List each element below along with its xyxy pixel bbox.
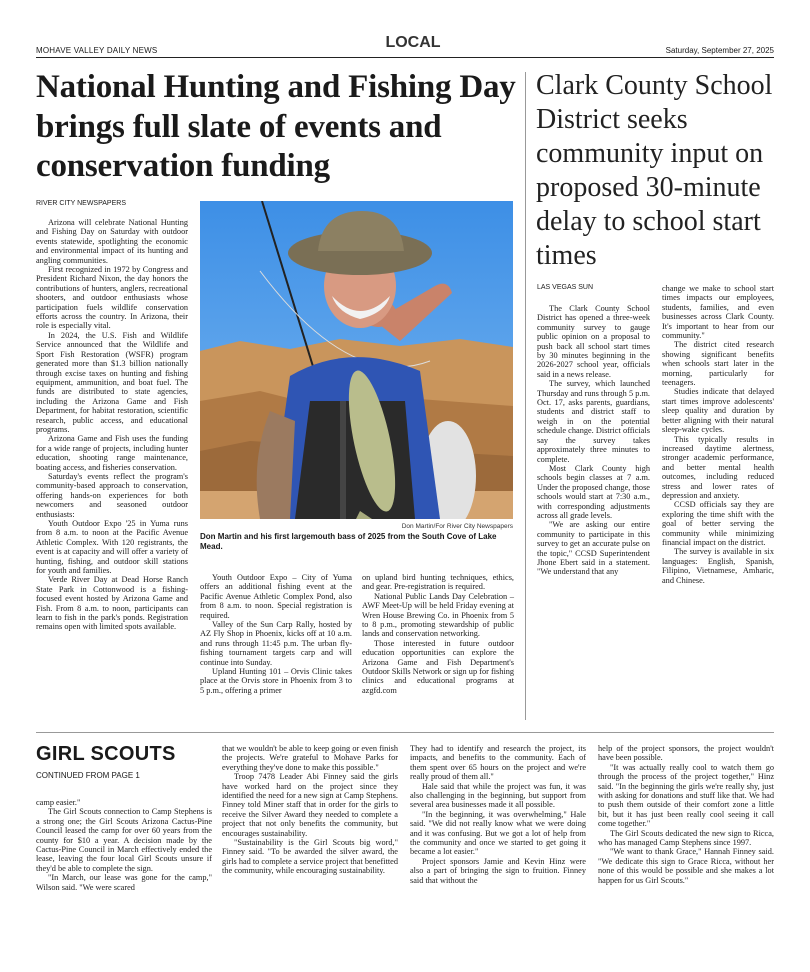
- paragraph: The district cited research showing significant benefits when schools start later in the morning, particularly for teenagers.: [662, 340, 774, 388]
- paragraph: First recognized in 1972 by Congress and President Richard Nixon, the day honors the contributions of hunters, anglers, recreational shooters, and outdoor enthusiasts whose participation fuels wildlife conservation efforts across the country. In Arizona, their role is especially vital.: [36, 265, 188, 331]
- scouts-headline: GIRL SCOUTS: [36, 743, 176, 765]
- paragraph: Youth Outdoor Expo '25 in Yuma runs from 8 a.m. to noon at the Pacific Avenue Athletic Complex. With 120 registrants, the event is at capacity and will offer a variety of hunting, fishing, and outdoor skill stations for youth and families.: [36, 519, 188, 576]
- paragraph: "Sustainability is the Girl Scouts big word," Finney said. "To be awarded the silver award, the girls had to complete a service project that benefitted the community, while encouraging sustainability.: [222, 838, 399, 876]
- paragraph: Troop 7478 Leader Abi Finney said the girls have worked hard on the project since they identified the need for a new sign at Camp Stephens. Finney told Miner staff that in order for the girls to receive the Silver Award they needed to complete a project that not only benefits the community, but encourages sustainability.: [222, 772, 398, 838]
- paragraph: that we wouldn't be able to keep going or even finish the projects. We're grateful to Mohave Parks for everything they've done to make this possible.": [222, 744, 398, 772]
- school-column-2: [662, 284, 774, 585]
- fishing-column-3: [362, 573, 514, 695]
- school-headline: Clark County School District seeks community input on proposed 30-minute delay to school start times: [536, 70, 773, 271]
- issue-date: Saturday, September 27, 2025: [665, 46, 774, 55]
- scouts-column-4: [598, 744, 774, 885]
- paragraph: The survey is available in six languages: English, Spanish, Filipino, Vietnamese, Amharic, and Chinese.: [662, 547, 774, 585]
- fishing-headline: National Hunting and Fishing Day brings full slate of events and conservation funding: [36, 69, 516, 184]
- paragraph: camp easier.": [36, 798, 81, 807]
- fishing-photo: [200, 201, 513, 519]
- paragraph: Saturday's events reflect the program's community-based approach to conservation, offering hands-on experiences for both newcomers and seasoned outdoor enthusiasts:: [36, 471, 188, 519]
- paragraph: The Clark County School District has opened a three-week community survey to gauge public opinion on a proposal to push back all school start times by 30 minutes beginning in the 2026-2027 school year, officials said in a news release.: [537, 304, 650, 379]
- scouts-column-1: [36, 798, 212, 892]
- paragraph: Most Clark County high schools begin classes at 7 a.m. Under the proposed change, those schools would start at 7:30 a.m., with corresponding adjustments across all grade levels.: [537, 463, 650, 520]
- school-column-1: [537, 304, 650, 577]
- photo-caption: Don Martin and his first largemouth bass of 2025 from the South Cove of Lake Mead.: [200, 532, 497, 551]
- fishing-column-1: [36, 218, 188, 632]
- angler-photo-illustration: [200, 201, 513, 519]
- paragraph: CCSD officials say they are exploring the time shift with the goal of better serving the community while minimizing financial impact on the district.: [662, 500, 774, 547]
- paragraph: Arizona Game and Fish uses the funding for a wide range of projects, including hunter education, shooting range maintenance, boating access, and fisheries conservation.: [36, 434, 188, 472]
- scouts-continued: CONTINUED FROM PAGE 1: [36, 771, 140, 780]
- paragraph: Hale said that while the project was fun, it was also challenging in the beginning, but support from several area businesses made it all possible.: [410, 781, 586, 810]
- column-divider: [525, 72, 526, 720]
- paragraph: Verde River Day at Dead Horse Ranch State Park in Cottonwood is a fishing-focused event hosted by Arizona Game and Fish. From 8 a.m. to noon, participants can learn to fish in the park's ponds. Registration remains open with limited spots available.: [36, 575, 188, 632]
- paragraph: "In the beginning, it was overwhelming," Hale said. "We did not really know what we were doing and it was confusing. But we got a lot of help from the community and once we started to get going it became a lot easier.": [410, 809, 586, 857]
- paragraph: In 2024, the U.S. Fish and Wildlife Service announced that the Wildlife and Sport Fish Restoration (WSFR) program generated more than $1.3 billion nationally through excise taxes on hunting and fishing equipment, ammunition, and boat fuel. The funds are distributed to state agencies, including the Arizona Game and Fish Department, for habitat restoration, scientific research, public access, and educational programs.: [36, 330, 188, 434]
- paragraph: They had to identify and research the project, its impacts, and benefits to the community. Each of them spent over 65 hours on the project and we're really proud of them all.": [410, 744, 586, 782]
- paragraph: change we make to school start times impacts our employees, students, families, and even businesses across Clark County. It's important to hear from our community.": [662, 284, 774, 341]
- paragraph: This typically results in increased daytime alertness, stronger academic performance, and better mental health outcomes, including reduced stress and lower rates of depression and anxiety.: [662, 434, 774, 500]
- masthead-rule: [36, 57, 774, 58]
- paragraph: "We want to thank Grace," Hannah Finney said. "We dedicate this sign to Grace Ricca, without her none of this would be possible and she makes a lot happen for us Girl Scouts.": [598, 847, 774, 885]
- paragraph: National Public Lands Day Celebration – AWF Meet-Up will be held Friday evening at Wren House Brewing Co. in Phoenix from 5 to 8 p.m., promoting stewardship of public lands and conservation networking.: [362, 591, 514, 639]
- section-title: LOCAL: [385, 34, 441, 51]
- paragraph: Youth Outdoor Expo – City of Yuma offers an additional fishing event at the Pacific Avenue Athletic Complex Pond, also from 8 a.m. to noon. Special registration is required.: [200, 573, 352, 620]
- paragraph: "It was actually really cool to watch them go through the process of the project together," Hinz said. "In the beginning the girls we're really shy, just with asking for donations and stuff like that. We had to push them outside of their comfort zone a little bit, but it has just been really cool seeing it call come together.": [598, 762, 774, 829]
- photo-credit: Don Martin/For River City Newspapers: [401, 523, 513, 530]
- paragraph: help of the project sponsors, the project wouldn't have been possible.: [598, 744, 774, 763]
- school-source: LAS VEGAS SUN: [537, 284, 594, 291]
- fishing-column-2: [200, 573, 352, 695]
- paragraph: The Girl Scouts dedicated the new sign to Ricca, who has managed Camp Stephens since 1997.: [598, 828, 774, 848]
- section-rule: [36, 732, 774, 733]
- paragraph: Project sponsors Jamie and Kevin Hinz were also a part of bringing the sign to fruition. Finney said that without the: [410, 856, 586, 885]
- paragraph: Those interested in future outdoor education opportunities can explore the Arizona Game and Fish Department's Outdoor Skills Network or sign up for fishing clinics and educational programs at azgfd.com: [362, 638, 514, 695]
- paragraph: Studies indicate that delayed start times improve adolescents' sleep quality and duration by better aligning with their natural sleep-wake cycles.: [662, 387, 774, 435]
- paragraph: Upland Hunting 101 – Orvis Clinic takes place at the Orvis store in Phoenix from 3 to 5 p.m., offering a primer: [200, 667, 352, 695]
- paragraph: "In March, our lease was gone for the camp," Wilson said. "We were scared: [36, 873, 212, 892]
- paragraph: Valley of the Sun Carp Rally, hosted by AZ Fly Shop in Phoenix, kicks off at 10 a.m. and runs through 11:45 p.m. The urban fly-fishing tournament targets carp and will continue into Sunday.: [200, 620, 352, 667]
- fishing-source: RIVER CITY NEWSPAPERS: [36, 200, 126, 207]
- paper-name: MOHAVE VALLEY DAILY NEWS: [36, 46, 158, 55]
- scouts-column-2: [222, 744, 398, 876]
- paragraph: Arizona will celebrate National Hunting and Fishing Day on Saturday with outdoor events statewide, spotlighting the economic and environmental impact of its hunting and angling communities.: [36, 218, 188, 265]
- paragraph: on upland bird hunting techniques, ethics, and gear. Pre-registration is required.: [362, 573, 514, 592]
- scouts-column-3: [410, 744, 586, 885]
- paragraph: The Girl Scouts connection to Camp Stephens is a strong one; the Girl Scouts Arizona Cactus-Pine Council leased the camp for over 60 years from the county for $10 a year. A decision made by the Cactus-Pine Council in March effectively ended the lease, leaving the four local Girl Scouts unsure if they'd be able to complete the sign.: [36, 807, 212, 873]
- paragraph: The survey, which launched Thursday and runs through 5 p.m. Oct. 17, asks parents, guardians, students and district staff to weigh in on the potential schedule change. District officials say the survey takes approximately three minutes to complete.: [537, 379, 650, 464]
- paragraph: "We are asking our entire community to participate in this survey to get an accurate pulse on the topic," CCSD Superintendent Jhone Ebert said in a statement. "We understand that any: [537, 520, 650, 577]
